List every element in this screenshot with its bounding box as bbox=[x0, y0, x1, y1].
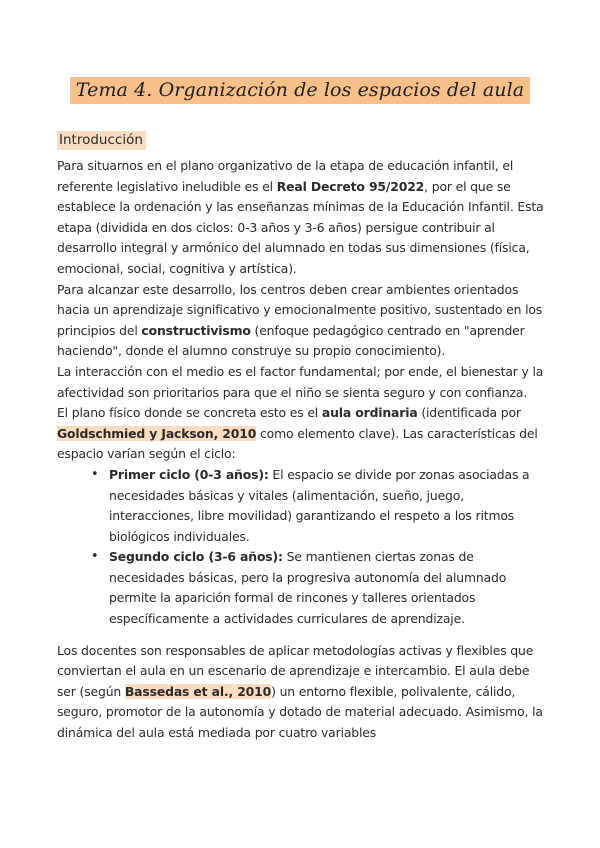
text-run: Para alcanzar este desarrollo, los centros deben crear ambientes orientados hacia un aprendizaje significativo y emocionalmente positivo, sustentado en los principios del bbox=[57, 281, 543, 338]
paragraph-4 bbox=[57, 403, 547, 465]
document-body bbox=[57, 156, 547, 744]
text-run: Para situarnos en el plano organizativo de la etapa de educación infantil, el referente legislativo ineludible es el bbox=[57, 158, 514, 194]
citation-highlight: Goldschmied y Jackson, 2010 bbox=[57, 425, 257, 441]
text-run: (enfoque pedagógico centrado en "aprender haciendo", donde el alumno construye su propio conocimiento). bbox=[57, 322, 525, 359]
list-item-text: El espacio se divide por zonas asociadas a necesidades básicas y vitales (alimentación, sueño, juego, interacciones, libre movilidad) garantizando el respeto a los ritmos biológicos individuales. bbox=[109, 466, 530, 544]
text-run: Los docentes son responsables de aplicar metodologías activas y flexibles que conviertan el aula en un escenario de aprendizaje e intercambio. El aula debe ser (según bbox=[57, 642, 534, 699]
text-run: , por el que se establece la ordenación y las enseñanzas mínimas de la Educación Infantil. Esta etapa (dividida en dos ciclos: 0-3 años y 3-6 años) persigue contribuir al desarrollo integral y armónico del alumnado en todas sus dimensiones (física, emocional, social, cognitiva y artística). bbox=[57, 178, 544, 276]
text-run: ) un entorno flexible, polivalente, cálido, seguro, promotor de la autonomía y dotado de material adecuado. Asimismo, la dinámica del aula está mediada por cuatro variables bbox=[57, 683, 543, 741]
paragraph-1 bbox=[57, 156, 547, 280]
list-item bbox=[109, 465, 547, 547]
text-run: El plano físico donde se concreta esto es el bbox=[57, 405, 322, 421]
list-item-bold: Primer ciclo (0-3 años): bbox=[109, 466, 269, 482]
cycle-list bbox=[57, 465, 547, 630]
list-item bbox=[109, 547, 547, 629]
paragraph-2 bbox=[57, 280, 547, 362]
bold-term: aula ordinaria bbox=[321, 405, 418, 421]
list-item-text: Se mantienen ciertas zonas de necesidades básicas, pero la progresiva autonomía del alumnado permite la aparición formal de rincones y talleres orientados específicamente a actividades curriculares de aprendizaje. bbox=[109, 549, 507, 627]
citation-highlight: Bassedas et al., 2010 bbox=[124, 683, 272, 699]
paragraph-3: La interacción con el medio es el factor fundamental; por ende, el bienestar y la afectividad son prioritarios para que el niño se sienta seguro y con confianza. bbox=[57, 363, 544, 400]
paragraph-5 bbox=[57, 641, 547, 744]
title-container bbox=[0, 77, 600, 104]
section-heading: Introducción bbox=[57, 131, 146, 150]
bold-term: constructivismo bbox=[141, 322, 251, 338]
text-run: (identificada por bbox=[417, 405, 521, 421]
text-run: como elemento clave). Las características del espacio varían según el ciclo: bbox=[57, 425, 538, 462]
page-title: Tema 4. Organización de los espacios del aula bbox=[70, 77, 530, 104]
bold-term: Real Decreto 95/2022 bbox=[276, 178, 425, 194]
spacer bbox=[57, 630, 547, 641]
list-item-bold: Segundo ciclo (3-6 años): bbox=[109, 549, 283, 565]
